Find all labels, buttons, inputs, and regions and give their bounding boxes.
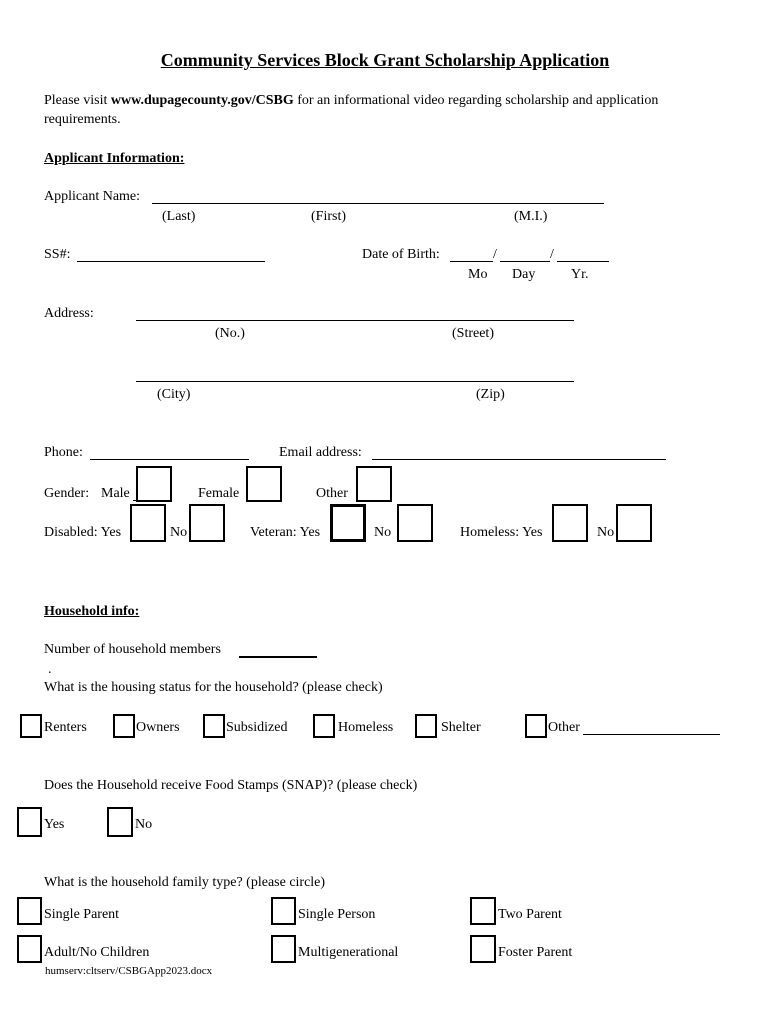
snap-yes-label: Yes xyxy=(44,817,65,832)
dob-month-field[interactable] xyxy=(450,261,493,262)
housing-other-field[interactable] xyxy=(583,734,720,735)
housing-question: What is the housing status for the household? (please check) xyxy=(44,680,383,695)
veteran-label xyxy=(250,524,320,542)
family-question: What is the household family type? (please circle) xyxy=(44,875,326,890)
family-foster-parent-checkbox[interactable] xyxy=(470,935,496,963)
email-field[interactable] xyxy=(372,459,666,460)
address-sub-city: (City) xyxy=(157,387,191,402)
gender-female-checkbox[interactable] xyxy=(246,466,282,502)
email-label: Email address: xyxy=(279,445,362,460)
housing-shelter-label: Shelter xyxy=(441,720,481,735)
dob-label: Date of Birth: xyxy=(362,247,440,262)
veteran-text: Veteran: xyxy=(250,525,297,540)
family-single-parent-checkbox[interactable] xyxy=(17,897,42,925)
family-single-parent-label: Single Parent xyxy=(44,907,120,922)
family-two-parent-checkbox[interactable] xyxy=(470,897,496,925)
dob-sub-day: Day xyxy=(512,267,536,282)
address-street-field[interactable] xyxy=(136,320,574,321)
family-multigenerational-label: Multigenerational xyxy=(298,945,399,960)
address-label: Address: xyxy=(44,306,94,321)
family-adult-no-children-checkbox[interactable] xyxy=(17,935,42,963)
name-sub-mi: (M.I.) xyxy=(514,209,548,224)
veteran-yes-label: Yes xyxy=(299,525,321,540)
dob-sub-yr: Yr. xyxy=(571,267,589,282)
footer-filename: humserv:cltserv/CSBGApp2023.docx xyxy=(45,965,213,977)
snap-no-label: No xyxy=(135,817,153,832)
housing-other-label: Other xyxy=(548,720,580,735)
name-sub-last: (Last) xyxy=(162,209,196,224)
dob-sub-mo: Mo xyxy=(468,267,488,282)
dob-year-field[interactable] xyxy=(557,261,609,262)
family-two-parent-label: Two Parent xyxy=(498,907,562,922)
veteran-no-checkbox[interactable] xyxy=(397,504,433,542)
csbg-link[interactable]: www.dupagecounty.gov/CSBG xyxy=(110,93,294,108)
address-sub-no: (No.) xyxy=(215,326,245,341)
phone-field[interactable] xyxy=(90,459,249,460)
members-period: . xyxy=(48,662,52,677)
gender-female-label: Female xyxy=(198,486,240,501)
intro-suffix: for an informational video regarding scholarship and application xyxy=(293,93,659,108)
gender-male-checkbox[interactable] xyxy=(136,466,172,502)
disabled-no-label: No xyxy=(170,525,188,540)
housing-owners-checkbox[interactable] xyxy=(113,714,135,738)
address-city-field[interactable] xyxy=(136,381,574,382)
snap-question: Does the Household receive Food Stamps (SNAP)? (please check) xyxy=(44,778,418,793)
veteran-no-label: No xyxy=(374,525,392,540)
intro-prefix: Please visit xyxy=(44,93,111,108)
address-sub-zip: (Zip) xyxy=(476,387,505,402)
homeless-label xyxy=(460,524,542,542)
disabled-no-checkbox[interactable] xyxy=(189,504,225,542)
ss-field[interactable] xyxy=(77,261,265,262)
homeless-no-checkbox[interactable] xyxy=(616,504,652,542)
family-adult-no-children-label: Adult/No Children xyxy=(44,945,150,960)
applicant-name-field[interactable] xyxy=(152,203,604,204)
homeless-yes-checkbox[interactable] xyxy=(552,504,588,542)
applicant-heading: Applicant Information: xyxy=(44,151,185,166)
veteran-yes-checkbox[interactable] xyxy=(330,504,366,542)
gender-male-label: Male xyxy=(101,486,130,501)
dob-day-field[interactable] xyxy=(500,261,550,262)
homeless-yes-label: Yes xyxy=(522,525,543,540)
members-label: Number of household members xyxy=(44,642,221,657)
address-sub-street: (Street) xyxy=(452,326,494,341)
name-sub-first: (First) xyxy=(311,209,346,224)
disabled-text: Disabled: xyxy=(44,525,98,540)
housing-owners-label: Owners xyxy=(136,720,180,735)
page-title: Community Services Block Grant Scholarship Application xyxy=(160,50,610,70)
family-single-person-checkbox[interactable] xyxy=(271,897,296,925)
housing-subsidized-label: Subsidized xyxy=(226,720,288,735)
disabled-yes-checkbox[interactable] xyxy=(130,504,166,542)
gender-other-checkbox[interactable] xyxy=(356,466,392,502)
family-multigenerational-checkbox[interactable] xyxy=(271,935,296,963)
household-heading: Household info: xyxy=(44,604,140,619)
housing-renters-checkbox[interactable] xyxy=(20,714,42,738)
gender-label: Gender: xyxy=(44,486,90,501)
homeless-text: Homeless: xyxy=(460,525,520,540)
intro-line2: requirements. xyxy=(44,112,121,127)
snap-yes-checkbox[interactable] xyxy=(17,807,42,837)
homeless-no-label: No xyxy=(597,525,615,540)
ss-label: SS#: xyxy=(44,247,71,262)
phone-label: Phone: xyxy=(44,445,83,460)
family-foster-parent-label: Foster Parent xyxy=(498,945,573,960)
intro-text xyxy=(44,92,658,110)
family-single-person-label: Single Person xyxy=(298,907,376,922)
dob-sep2: / xyxy=(550,247,554,262)
housing-homeless-label: Homeless xyxy=(338,720,394,735)
snap-no-checkbox[interactable] xyxy=(107,807,133,837)
housing-shelter-checkbox[interactable] xyxy=(415,714,437,738)
disabled-yes-label: Yes xyxy=(100,525,122,540)
dob-sep1: / xyxy=(493,247,497,262)
gender-other-label: Other xyxy=(316,486,348,501)
housing-other-checkbox[interactable] xyxy=(525,714,547,738)
housing-renters-label: Renters xyxy=(44,720,87,735)
disabled-label xyxy=(44,524,121,542)
housing-homeless-checkbox[interactable] xyxy=(313,714,335,738)
housing-subsidized-checkbox[interactable] xyxy=(203,714,225,738)
members-field[interactable] xyxy=(239,656,317,658)
applicant-name-label: Applicant Name: xyxy=(44,189,141,204)
